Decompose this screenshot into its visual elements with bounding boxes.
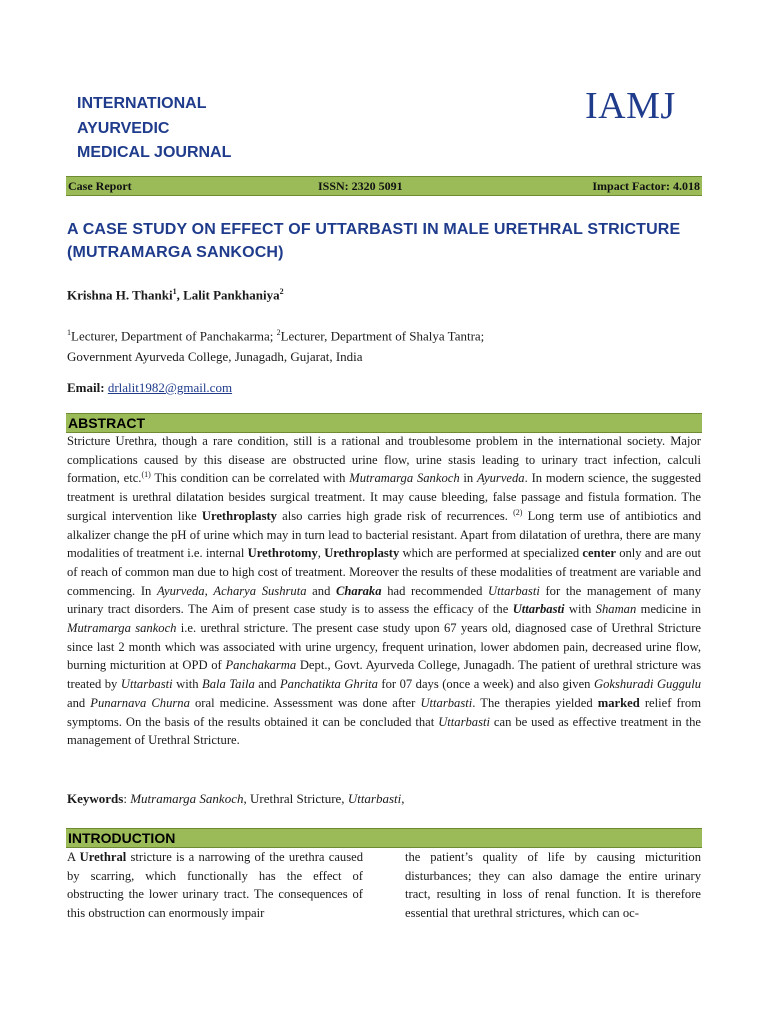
affiliation-text: Lecturer, Department of Panchakarma; [71,328,277,344]
keyword: , Urethral Stricture, [243,791,348,806]
abstract-run: and [306,583,337,598]
abstract-heading-bar [66,413,702,433]
citation-marker: (2) [513,507,523,517]
author-affiliation-mark: 1 [172,287,177,296]
article-title-line2: (MUTRAMARGA SANKOCH) [67,244,284,261]
abstract-run: only and are out of reach of common man due to high cost of treatment. Moreover the results of these modalities of treatment are variable and commencing. In [67,546,701,598]
introduction-right-column: the patient’s quality of life by causing micturition disturbances; they can also damage the entire urinary tract, resulting in loss of renal function. It is therefore essential that urethral strictures, which can oc- [405,850,701,921]
abstract-term: Charaka [336,583,382,598]
introduction-heading-bar [66,828,702,848]
abstract-run: . The therapies yielded [472,695,598,710]
abstract-emphasis: Urethrotomy [247,546,318,561]
abstract-term: Uttarbasti [512,602,565,617]
abstract-term: Panchakarma [225,658,297,673]
affiliation-institution: Government Ayurveda College, Junagadh, Gujarat, India [67,349,363,365]
issn: ISSN: 2320 5091 [318,179,403,193]
article-type: Case Report [68,179,132,193]
introduction-left-column [67,848,363,923]
abstract-run: had recommended [381,583,489,598]
abstract-term: Punarnava Churna [90,695,190,710]
abstract-run: , [317,546,325,561]
abstract-term: Uttarbasti [488,583,540,598]
abstract-run: can be used as effective treatment in the management of Urethral Stricture. [67,714,701,748]
abstract-term: Acharya Sushruta [213,583,307,598]
abstract-term: Panchatikta Ghrita [279,677,378,692]
abstract-run: relief from symptoms. On the basis of the results obtained it can be concluded that [67,695,701,729]
abstract-term: Bala Taila [202,677,255,692]
abstract-run: Dept., Govt. Ayurveda College, Junagadh. The patient of urethral stricture was treated by [67,658,701,692]
abstract-run: in [459,471,478,486]
email-line [67,380,232,396]
abstract-run: with [564,602,596,617]
affiliation-line [67,322,484,346]
intro-emphasis: Urethral [79,850,127,864]
abstract-run: i.e. urethral stricture. The present case study upon 67 years old, diagnosed case of Urethral Stricture since last 2 month which was associated with urine urgency, frequent urination, lower abdomen pain, decreased urine flow, burning micturition at OPD of [67,621,701,673]
keyword: Uttarbasti [347,791,402,806]
keywords-separator: : [123,791,131,806]
citation-marker: (1) [141,470,151,480]
intro-run: A [67,850,80,864]
abstract-emphasis: Urethroplasty [201,508,277,523]
abstract-run: which are performed at specialized [399,546,583,561]
abstract-run: and [254,677,280,692]
journal-name-line3: MEDICAL JOURNAL [77,144,232,161]
abstract-run: for the management of many urinary tract disorders. The Aim of present case study is to assess the efficacy of the [67,583,702,617]
abstract-heading: ABSTRACT [68,415,145,431]
abstract-term: Mutramarga sankoch [67,621,177,636]
abstract-term: Shaman [595,602,637,617]
abstract-text [67,432,701,750]
abstract-term: Uttarbasti [120,677,173,692]
abstract-term: Uttarbasti [438,714,490,729]
abstract-term: Ayurveda [477,471,525,486]
affiliation-mark: 1 [67,328,71,337]
affiliation-text: Lecturer, Department of Shalya Tantra; [280,328,485,344]
email-link[interactable]: drlalit1982@gmail.com [107,380,233,395]
journal-name-line1: INTERNATIONAL [77,95,207,112]
article-meta-bar [66,176,702,196]
abstract-emphasis: center [582,546,616,561]
abstract-run: medicine in [636,602,701,617]
journal-name [77,92,231,166]
abstract-run: with [172,677,203,692]
abstract-run: also carries high grade risk of recurrences. [276,508,514,523]
abstract-term: Uttarbasti [420,695,473,710]
abstract-emphasis: Urethroplasty [324,546,400,561]
abstract-emphasis: marked [597,695,640,710]
abstract-run: and [67,695,91,710]
author-separator: , [176,287,184,303]
abstract-run: Long term use of antibiotics and alkalizer change the pH of urine which may in turn lead to bacterial resistant. Apart from dilatation of urethra, there are many modalities of treatment i.e. internal [67,508,701,561]
journal-name-line2: AYURVEDIC [77,119,170,137]
abstract-emphasis [513,602,565,616]
keyword: Mutramarga Sankoch [130,791,244,806]
abstract-run: This condition can be correlated with [150,471,350,486]
abstract-term: Gokshuradi Guggulu [593,677,702,692]
keyword-trailing-comma: , [401,791,405,806]
journal-logo: IAMJ [585,85,676,127]
intro-run: stricture is a narrowing of the urethra caused by scarring, which functionally has the effect of obstructing the lower urinary tract. The consequences of this obstruction can enormously impair [67,850,363,921]
author-affiliation-mark: 2 [279,287,284,296]
authors [67,287,284,303]
article-title [67,218,707,264]
abstract-term: Ayurveda [157,583,205,598]
abstract-run: , [204,583,214,598]
impact-factor: Impact Factor: 4.018 [592,179,700,193]
keywords [67,791,405,807]
abstract-emphasis [336,584,382,598]
email-label: Email: [67,380,108,395]
abstract-run: for 07 days (once a week) and also given [377,677,594,692]
affiliations [67,322,484,367]
introduction-heading: INTRODUCTION [68,830,176,846]
abstract-term: Mutramarga Sankoch [349,471,460,486]
author-name: Lalit Pankhaniya [183,287,280,303]
keywords-label: Keywords [67,791,124,806]
abstract-run: . In modern science, the suggested treatment is urethral dilatation besides surgical treatment. It may cause bleeding, false passage and fistula formation. The surgical intervention like [67,471,702,523]
article-title-line1: A CASE STUDY ON EFFECT OF UTTARBASTI IN MALE URETHRAL STRICTURE [67,221,681,238]
affiliation-mark: 2 [276,328,281,337]
abstract-run: Stricture Urethra, though a rare condition, still is a rational and troublesome problem in the international society. Major complications caused by this disease are obstructed urine flow, urine stasis leading to urinary tract infection, calculi formation, etc. [67,434,701,486]
abstract-run: oral medicine. Assessment was done after [189,695,421,710]
author-name: Krishna H. Thanki [67,287,173,303]
